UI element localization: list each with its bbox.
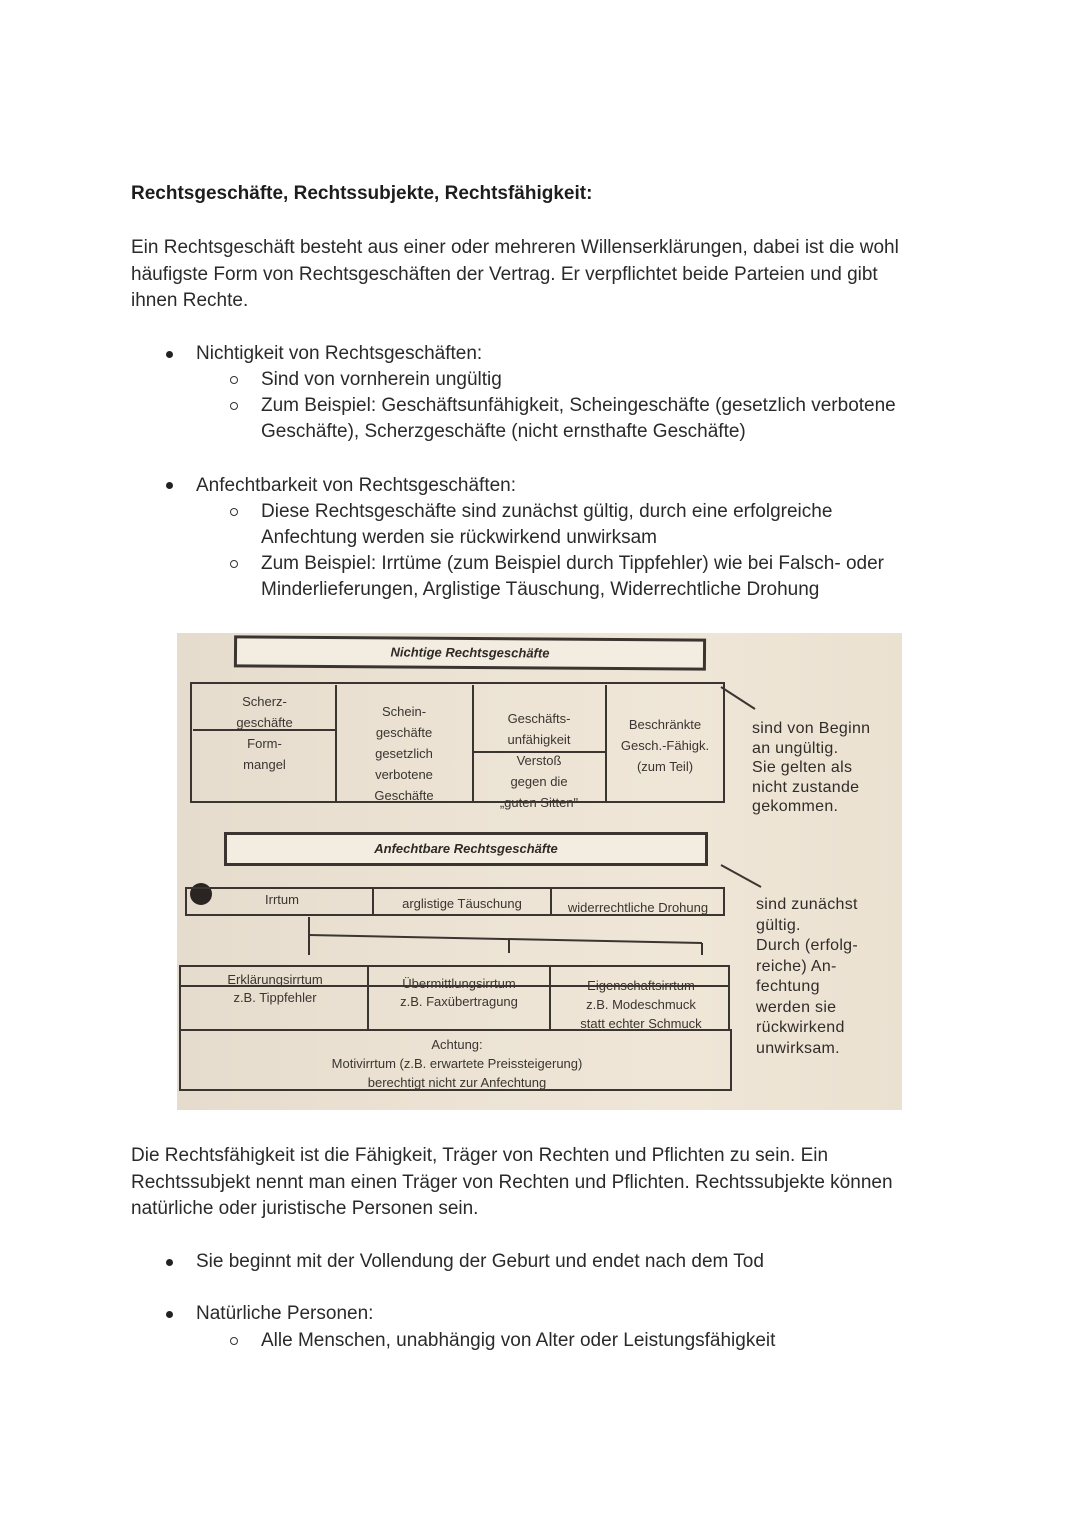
cell-text: Übermittlungsirrtum — [402, 976, 516, 991]
cell-uebermittlungsirrtum — [371, 975, 547, 1011]
cell-text: Schein- — [381, 704, 427, 719]
nichtigkeit-item-line: Zum Beispiel: Geschäftsunfähigkeit, Scheingeschäfte (gesetzlich verbotene — [261, 395, 896, 416]
cell-text: „guten Sitten" — [499, 795, 579, 810]
intro-line: ihnen Rechte. — [131, 290, 249, 311]
paragraph-line: Rechtssubjekt nennt man einen Träger von Rechten und Pflichten. Rechtssubjekte können — [131, 1171, 893, 1193]
divider — [472, 685, 474, 801]
rechtsfaehigkeit-paragraph — [131, 1143, 961, 1223]
nichtigkeit-item — [261, 393, 961, 445]
anfechtbarkeit-item — [261, 551, 961, 603]
cell-text: gegen die — [510, 774, 568, 789]
note-line: Sie gelten als — [752, 759, 853, 776]
divider — [367, 967, 369, 1029]
anfechtbarkeit-item-line: Diese Rechtsgeschäfte sind zunächst gültig, durch eine erfolgreiche — [261, 501, 833, 522]
cell-scherz — [197, 691, 332, 775]
anfechtbarkeit-item — [261, 499, 961, 551]
cell-drohung: widerrechtliche Drohung — [567, 900, 709, 915]
divider — [605, 685, 607, 801]
anfechtbarkeit-title: Anfechtbarkeit von Rechtsgeschäften: — [196, 475, 517, 496]
bullet-dot — [166, 1259, 173, 1266]
cell-text: z.B. Faxübertragung — [400, 994, 518, 1009]
note-line: gültig. — [756, 916, 801, 934]
table-photo — [177, 633, 902, 1110]
cell-text: Verstoß — [516, 753, 562, 768]
intro-line: Ein Rechtsgeschäft besteht aus einer oder mehreren Willenserklärungen, dabei ist die wohl — [131, 237, 899, 258]
bullet-dot — [166, 351, 173, 358]
bullet-circle — [230, 560, 238, 568]
bullet-circle — [230, 508, 238, 516]
note-line: unwirksam. — [756, 1039, 840, 1057]
note-line: an ungültig. — [752, 739, 839, 757]
cell-text: Scherz- — [242, 694, 287, 709]
cell-text: mangel — [243, 757, 286, 772]
natuerliche-item: Alle Menschen, unabhängig von Alter oder Leistungsfähigkeit — [261, 1330, 776, 1351]
divider — [335, 685, 337, 801]
divider — [549, 967, 551, 1029]
paragraph-line: Die Rechtsfähigkeit ist die Fähigkeit, Träger von Rechten und Pflichten zu sein. Ein — [131, 1145, 829, 1166]
cell-text: Erklärungsirrtum — [227, 972, 323, 987]
note-line: sind zunächst — [756, 896, 858, 913]
cell-text: statt echter Schmuck — [580, 1016, 702, 1031]
divider — [372, 889, 374, 914]
natuerliche-title: Natürliche Personen: — [196, 1303, 374, 1324]
achtung-line: Achtung: — [431, 1037, 483, 1052]
cell-irrtum: Irrtum — [265, 892, 299, 907]
achtung-line: Motivirrtum (z.B. erwartete Preissteigerung) — [331, 1056, 583, 1071]
bullet-dot — [166, 1311, 173, 1318]
cell-geschaeftsunfaehigkeit — [475, 708, 603, 813]
branch-connector — [297, 915, 717, 965]
cell-text: unfähigkeit — [507, 732, 571, 747]
page-title: Rechtsgeschäfte, Rechtssubjekte, Rechtsfähigkeit: — [131, 183, 593, 204]
nichtige-banner: Nichtige Rechtsgeschäfte — [234, 635, 706, 670]
cell-text: z.B. Modeschmuck — [586, 997, 696, 1012]
pointer-line — [717, 683, 777, 723]
anfechtbarkeit-item-line: Anfechtung werden sie rückwirkend unwirksam — [261, 527, 658, 548]
note-line: reiche) An- — [756, 957, 837, 975]
cell-taeuschung: arglistige Täuschung — [402, 896, 522, 911]
cell-text: gesetzlich — [375, 746, 433, 761]
note-line: fechtung — [756, 978, 820, 995]
anfechtbarkeit-item-line: Minderlieferungen, Arglistige Täuschung, Widerrechtliche Drohung — [261, 579, 820, 600]
achtung-line: berechtigt nicht zur Anfechtung — [367, 1075, 547, 1090]
anfechtbare-banner: Anfechtbare Rechtsgeschäfte — [224, 832, 708, 866]
cell-text: geschäfte — [236, 715, 293, 730]
cell-beschraenkt — [609, 714, 721, 777]
cell-text: (zum Teil) — [636, 759, 694, 774]
nichtigkeit-item-line: Geschäfte), Scherzgeschäfte (nicht ernsthafte Geschäfte) — [261, 421, 746, 442]
cell-text: Gesch.-Fähigk. — [620, 738, 710, 753]
nichtigkeit-item: Sind von vornherein ungültig — [261, 369, 502, 390]
cell-text: Form- — [247, 736, 282, 751]
cell-eigenschaftsirrtum — [553, 976, 729, 1033]
divider — [550, 889, 552, 914]
cell-text: Geschäfts- — [507, 711, 571, 726]
anfechtbare-note — [756, 895, 858, 1059]
note-line: sind von Beginn — [752, 720, 871, 737]
note-line: rückwirkend — [756, 1019, 845, 1036]
anfechtbarkeit-item-line: Zum Beispiel: Irrtüme (zum Beispiel durch Tippfehler) wie bei Falsch- oder — [261, 553, 885, 574]
bullet-circle — [230, 402, 238, 410]
cell-text: z.B. Tippfehler — [233, 990, 317, 1005]
intro-line: häufigste Form von Rechtsgeschäften der Vertrag. Er verpflichtet beide Parteien und gibt — [131, 263, 878, 285]
cell-text: Beschränkte — [628, 717, 702, 732]
cell-text: verbotene — [375, 767, 433, 782]
paragraph-line: natürliche oder juristische Personen sein. — [131, 1198, 479, 1219]
nichtige-note — [752, 719, 870, 817]
nichtigkeit-title: Nichtigkeit von Rechtsgeschäften: — [196, 343, 483, 364]
intro-paragraph — [131, 235, 961, 315]
note-line: werden sie — [756, 998, 837, 1016]
cell-text: geschäfte — [375, 725, 433, 740]
bullet-circle — [230, 1337, 238, 1345]
bullet-circle — [230, 376, 238, 384]
achtung-text — [237, 1035, 677, 1092]
note-line: nicht zustande — [752, 778, 860, 796]
beginn-item: Sie beginnt mit der Vollendung der Geburt und endet nach dem Tod — [196, 1251, 764, 1272]
note-line: Durch (erfolg- — [756, 937, 859, 954]
cell-text: Geschäfte — [374, 788, 434, 803]
cell-erklaerungsirrtum — [185, 971, 365, 1007]
note-line: gekommen. — [752, 798, 839, 815]
cell-text: Eigenschaftsirrtum — [587, 978, 695, 993]
bullet-dot — [166, 482, 173, 489]
cell-schein — [339, 701, 469, 806]
